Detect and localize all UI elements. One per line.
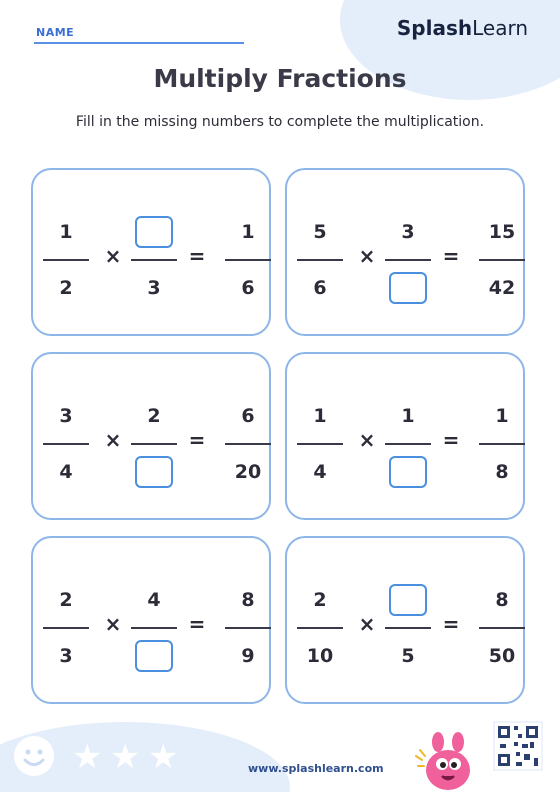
fraction-bar	[43, 443, 89, 445]
instructions: Fill in the missing numbers to complete the multiplication.	[75, 114, 485, 130]
numerator: 2	[147, 405, 161, 427]
equals-sign: =	[442, 244, 460, 268]
star-icon: ★	[148, 737, 179, 777]
numerator: 3	[401, 221, 415, 243]
problem-card	[31, 168, 271, 336]
denominator: 42	[488, 277, 516, 299]
logo-text-learn: Learn	[472, 16, 528, 40]
multiply-sign: ×	[104, 612, 122, 636]
numerator: 15	[488, 221, 516, 243]
numerator: 4	[147, 589, 161, 611]
answer-box[interactable]	[389, 584, 427, 616]
denominator	[127, 636, 181, 676]
answer-box[interactable]	[135, 456, 173, 488]
mascot-icon	[412, 726, 478, 792]
problem-card	[285, 168, 525, 336]
denominator: 2	[59, 277, 73, 299]
fraction-b	[127, 396, 181, 492]
fraction-b	[127, 580, 181, 676]
fraction-product	[221, 396, 275, 492]
denominator	[127, 452, 181, 492]
problem-card	[285, 536, 525, 704]
fraction-a	[39, 212, 93, 308]
equals-sign: =	[442, 612, 460, 636]
fraction-bar	[297, 259, 343, 261]
numerator: 1	[313, 405, 327, 427]
fraction-a	[293, 396, 347, 492]
problem-card	[285, 352, 525, 520]
decorative-dot	[352, 24, 362, 34]
numerator	[381, 580, 435, 620]
fraction-bar	[131, 259, 177, 261]
fraction-bar	[225, 259, 271, 261]
fraction-bar	[131, 443, 177, 445]
multiply-sign: ×	[358, 244, 376, 268]
multiply-sign: ×	[358, 428, 376, 452]
multiply-sign: ×	[358, 612, 376, 636]
name-label: NAME	[36, 26, 75, 39]
denominator	[381, 452, 435, 492]
qr-code	[490, 718, 546, 774]
equals-sign: =	[188, 428, 206, 452]
denominator: 20	[234, 461, 262, 483]
numerator: 1	[59, 221, 73, 243]
fraction-b	[381, 580, 435, 676]
fraction-product	[475, 580, 529, 676]
answer-box[interactable]	[389, 456, 427, 488]
footer-url[interactable]: www.splashlearn.com	[248, 762, 384, 775]
fraction-bar	[479, 259, 525, 261]
denominator	[381, 268, 435, 308]
fraction-bar	[43, 259, 89, 261]
equals-sign: =	[188, 244, 206, 268]
smiley-icon	[14, 736, 54, 776]
numerator: 2	[313, 589, 327, 611]
answer-box[interactable]	[389, 272, 427, 304]
denominator: 50	[488, 645, 516, 667]
answer-box[interactable]	[135, 216, 173, 248]
fraction-a	[293, 212, 347, 308]
numerator: 2	[59, 589, 73, 611]
decorative-dot	[372, 44, 378, 50]
numerator	[127, 212, 181, 252]
denominator: 10	[306, 645, 334, 667]
fraction-bar	[385, 443, 431, 445]
denominator: 4	[59, 461, 73, 483]
numerator: 1	[241, 221, 255, 243]
fraction-bar	[225, 443, 271, 445]
numerator: 8	[241, 589, 255, 611]
fraction-bar	[297, 443, 343, 445]
star-icon: ★	[110, 737, 141, 777]
fraction-product	[221, 212, 275, 308]
numerator: 5	[313, 221, 327, 243]
denominator: 4	[313, 461, 327, 483]
star-icon: ★	[72, 737, 103, 777]
fraction-bar	[385, 627, 431, 629]
splashlearn-logo	[397, 16, 528, 40]
fraction-bar	[43, 627, 89, 629]
page-title: Multiply Fractions	[153, 64, 407, 93]
fraction-a	[39, 580, 93, 676]
fraction-b	[381, 396, 435, 492]
fraction-product	[475, 396, 529, 492]
fraction-bar	[479, 627, 525, 629]
denominator: 8	[495, 461, 509, 483]
denominator: 6	[313, 277, 327, 299]
fraction-bar	[225, 627, 271, 629]
equals-sign: =	[442, 428, 460, 452]
numerator: 6	[241, 405, 255, 427]
fraction-a	[293, 580, 347, 676]
fraction-b	[127, 212, 181, 308]
denominator: 5	[401, 645, 415, 667]
equals-sign: =	[188, 612, 206, 636]
logo-text-splash: Splash	[396, 16, 473, 40]
multiply-sign: ×	[104, 244, 122, 268]
problem-card	[31, 352, 271, 520]
fraction-bar	[479, 443, 525, 445]
fraction-product	[221, 580, 275, 676]
numerator: 3	[59, 405, 73, 427]
fraction-a	[39, 396, 93, 492]
fraction-b	[381, 212, 435, 308]
fraction-product	[475, 212, 529, 308]
denominator: 6	[241, 277, 255, 299]
multiply-sign: ×	[104, 428, 122, 452]
numerator: 1	[401, 405, 415, 427]
numerator: 1	[495, 405, 509, 427]
numerator: 8	[495, 589, 509, 611]
fraction-bar	[297, 627, 343, 629]
denominator: 3	[59, 645, 73, 667]
denominator: 3	[147, 277, 161, 299]
name-field-line[interactable]	[34, 42, 244, 44]
fraction-bar	[385, 259, 431, 261]
problem-card	[31, 536, 271, 704]
fraction-bar	[131, 627, 177, 629]
answer-box[interactable]	[135, 640, 173, 672]
denominator: 9	[241, 645, 255, 667]
decorative-dot	[204, 740, 214, 750]
